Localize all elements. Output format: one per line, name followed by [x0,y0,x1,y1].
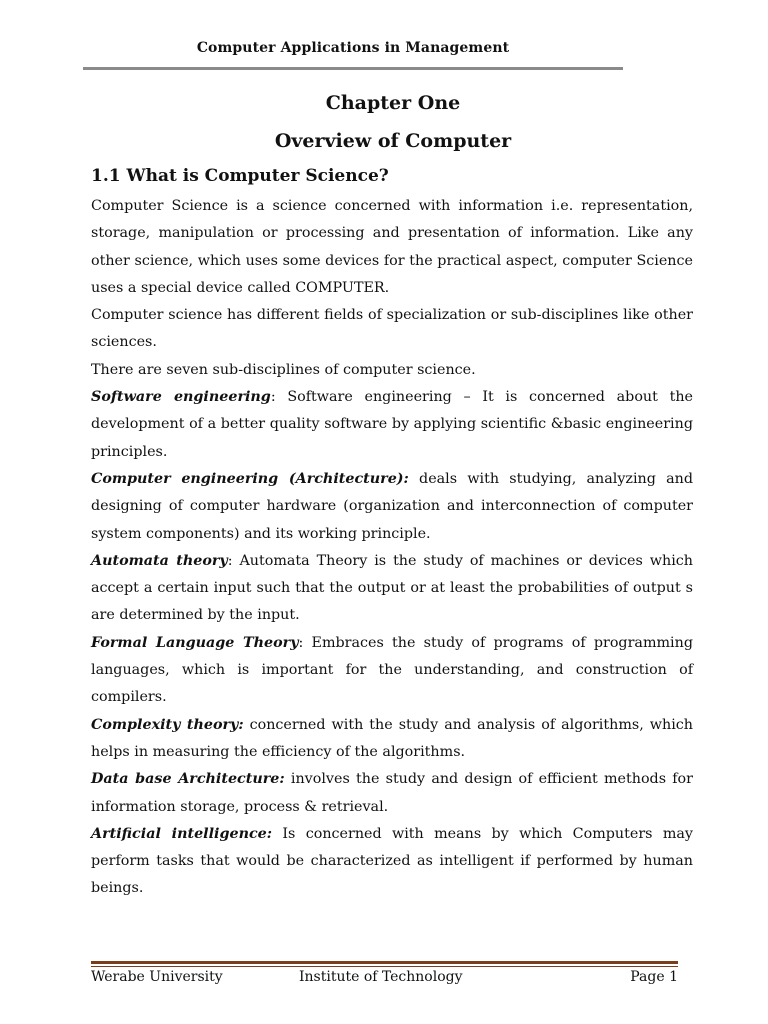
discipline-item [91,712,693,767]
page-number: Page 1 [630,969,678,985]
discipline-description: concerned with the study and analysis of algorithms, which helps in measuring the efficiency of the algorithms. [91,716,693,760]
discipline-description: : Software engineering – It is concerned about the development of a better quality software by applying scientific &basic engineering principles. [91,389,693,460]
paragraph: Computer Science is a science concerned with information i.e. representation, storage, manipulation or processing and presentation of information. Like any other science, which uses some devices for the practical aspect, computer Science uses a special device called COMPUTER. [91,198,693,296]
footer-bar [91,969,678,989]
discipline-item [91,384,693,466]
discipline-description: deals with studying, analyzing and designing of computer hardware (organization and interconnection of computer system components) and its working principle. [91,470,693,542]
footer-divider [91,961,678,964]
discipline-description: involves the study and design of efficient methods for information storage, process & retrieval. [91,771,693,815]
discipline-item [91,466,693,548]
discipline-term: Data base Architecture: [91,771,285,788]
discipline-description: : Automata Theory is the study of machines or devices which accept a certain input such that the output or at least the probabilities of output s are determined by the input. [91,552,694,624]
discipline-term: Formal Language Theory [91,634,299,651]
header-title: Computer Applications in Management [196,40,510,56]
discipline-term: Computer engineering (Architecture): [91,470,409,487]
discipline-description: Is concerned with means by which Computers may perform tasks that would be characterized as intelligent if performed by human beings. [91,825,693,897]
discipline-item [91,630,693,712]
chapter-number: Chapter One [325,92,461,114]
paragraph: There are seven sub-disciplines of computer science. [91,361,476,378]
header-divider [83,67,623,70]
discipline-term: Artificial intelligence: [91,825,273,842]
footer-divider-thin [91,966,678,967]
document-body [91,193,693,903]
discipline-term: Automata theory [91,552,228,569]
footer-institute: Institute of Technology [299,969,463,985]
footer-university: Werabe University [91,969,223,985]
discipline-term: Software engineering [91,389,271,406]
discipline-item [91,548,693,630]
discipline-description: : Embraces the study of programs of programming languages, which is important for the understanding, and construction of compilers. [91,634,693,706]
paragraph: Computer science has different fields of specialization or sub-disciplines like other sciences. [91,307,693,351]
discipline-term: Complexity theory: [91,716,244,733]
discipline-item [91,766,693,821]
section-heading: 1.1 What is Computer Science? [91,166,389,186]
chapter-title: Overview of Computer [274,130,512,152]
discipline-item [91,821,693,903]
